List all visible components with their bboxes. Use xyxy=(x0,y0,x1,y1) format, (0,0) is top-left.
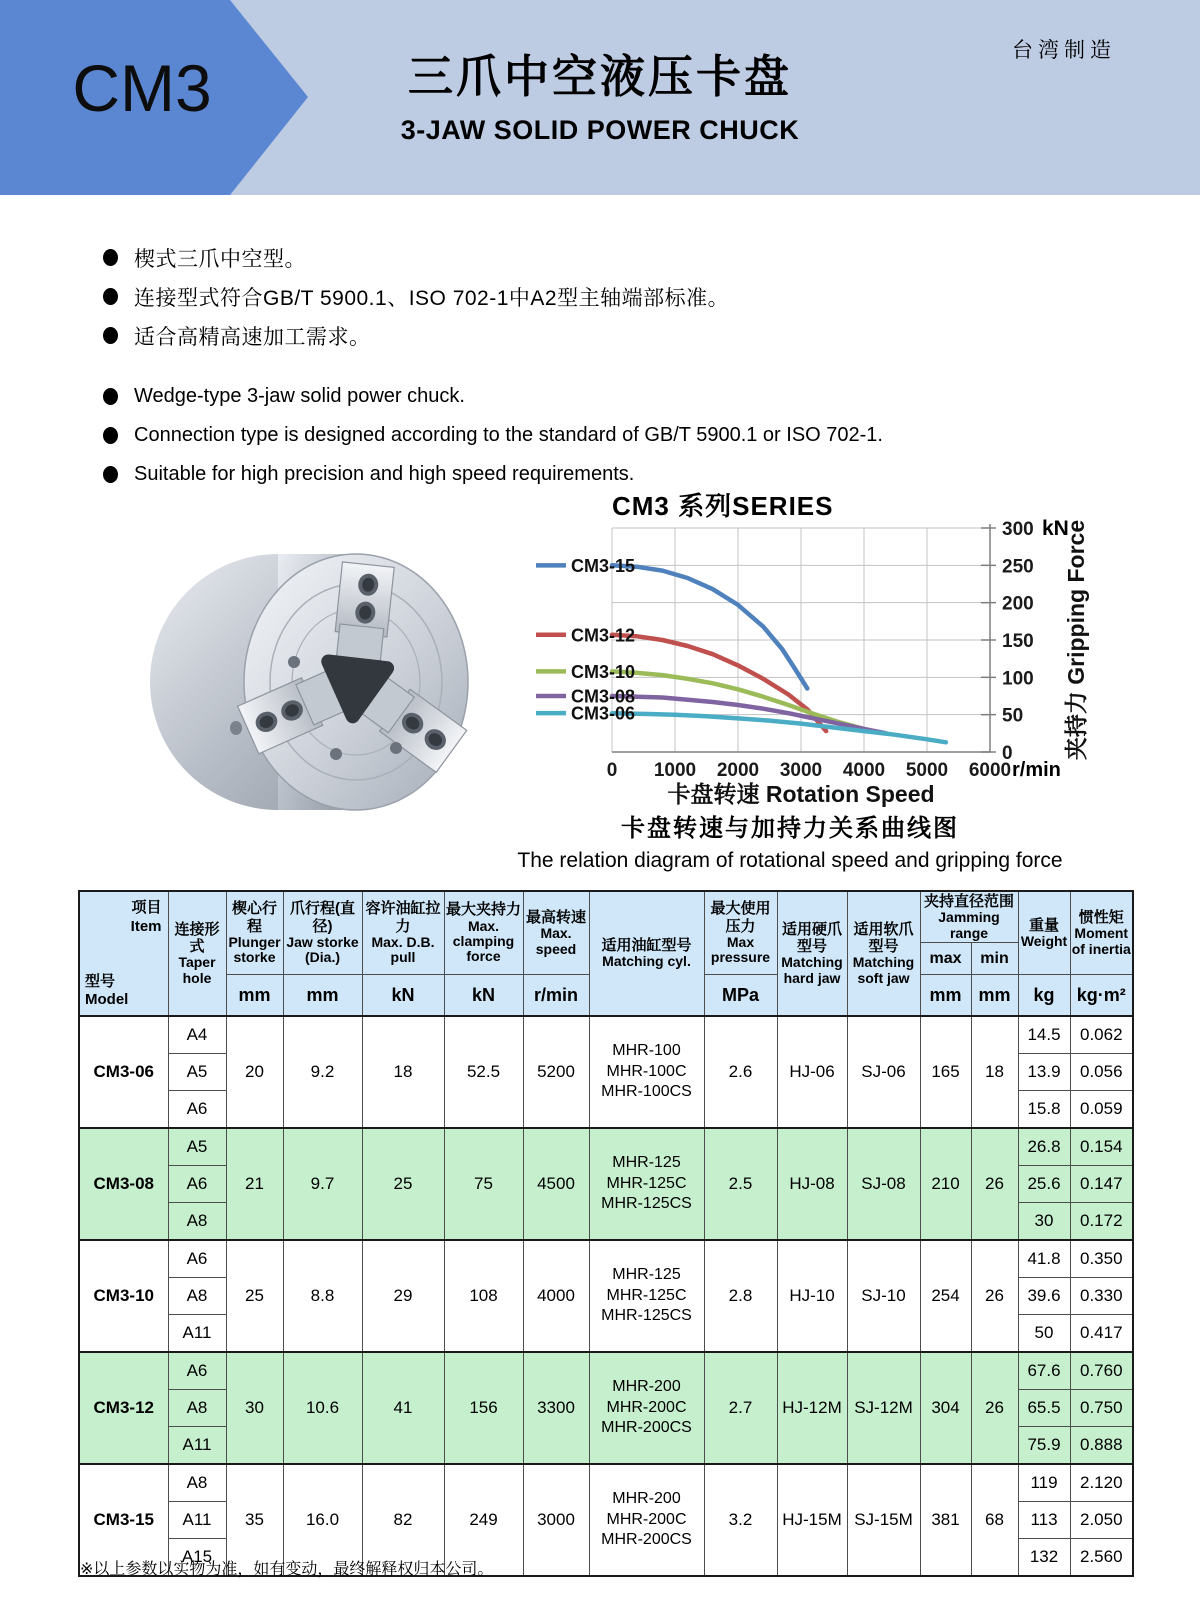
legend-label: CM3-08 xyxy=(571,686,636,707)
taper-cell: A5 xyxy=(168,1128,226,1166)
y-tick-label: 300 xyxy=(1002,519,1034,540)
clamping-cell: 249 xyxy=(444,1464,523,1576)
inertia-cell: 2.560 xyxy=(1070,1539,1133,1577)
db-pull-cell: 29 xyxy=(362,1240,444,1352)
clamping-cell: 75 xyxy=(444,1128,523,1240)
cylinder-cell: MHR-125 MHR-125C MHR-125CS xyxy=(589,1240,704,1352)
x-tick-label: 2000 xyxy=(716,760,760,781)
col-header-taper: 连接形式 Taper hole xyxy=(168,891,226,1016)
series-line-CM3-15 xyxy=(612,565,807,688)
col-header-jaw-stroke: 爪行程(直径) Jaw storke (Dia.) xyxy=(283,891,362,975)
clamping-cell: 52.5 xyxy=(444,1016,523,1128)
unit-cell: kg xyxy=(1018,975,1070,1017)
jam-max-cell: 381 xyxy=(920,1464,971,1576)
cylinder-cell: MHR-200 MHR-200C MHR-200CS xyxy=(589,1352,704,1464)
weight-cell: 132 xyxy=(1018,1539,1070,1577)
plunger-cell: 30 xyxy=(226,1352,283,1464)
plunger-cell: 20 xyxy=(226,1016,283,1128)
x-tick-label: 4000 xyxy=(842,760,886,781)
y-tick-label: 100 xyxy=(1002,668,1034,690)
hard-jaw-cell: HJ-06 xyxy=(777,1016,847,1128)
speed-cell: 4000 xyxy=(523,1240,589,1352)
corner-header-cell xyxy=(79,891,168,1016)
product-photo xyxy=(128,522,528,822)
taper-cell: A15 xyxy=(168,1539,226,1577)
x-tick-label: 0 xyxy=(606,760,618,781)
y-tick-label: 150 xyxy=(1002,631,1034,652)
chart-canvas xyxy=(528,508,1113,808)
col-header-cylinder: 适用油缸型号 Matching cyl. xyxy=(589,891,704,1016)
table-row xyxy=(79,1464,1133,1502)
weight-cell: 13.9 xyxy=(1018,1054,1070,1091)
inertia-cell: 0.330 xyxy=(1070,1278,1133,1315)
col-header-plunger: 楔心行程 Plunger storke xyxy=(226,891,283,975)
jaw-stroke-cell: 9.7 xyxy=(283,1128,362,1240)
model-cell: CM3-08 xyxy=(79,1128,168,1240)
hard-jaw-cell: HJ-15M xyxy=(777,1464,847,1576)
feature-text: 连接型式符合GB/T 5900.1、ISO 702-1中A2型主轴端部标准。 xyxy=(134,286,730,310)
bullet-icon xyxy=(103,427,118,444)
feature-text: Connection type is designed according to the standard of GB/T 5900.1 or ISO 702-1. xyxy=(134,424,883,446)
taper-cell: A6 xyxy=(168,1352,226,1390)
unit-cell: mm xyxy=(971,975,1018,1017)
legend-label: CM3-15 xyxy=(571,555,636,576)
legend-label: CM3-12 xyxy=(571,625,636,646)
inertia-cell: 2.050 xyxy=(1070,1502,1133,1539)
col-header-speed: 最高转速 Max. speed xyxy=(523,891,589,975)
weight-cell: 65.5 xyxy=(1018,1390,1070,1427)
jaw-stroke-cell: 10.6 xyxy=(283,1352,362,1464)
pressure-cell: 2.8 xyxy=(704,1240,777,1352)
plunger-cell: 21 xyxy=(226,1128,283,1240)
unit-cell: mm xyxy=(283,975,362,1017)
made-in-label: 台湾制造 xyxy=(1012,39,1116,62)
y-tick-label: 50 xyxy=(1002,705,1024,727)
jam-max-cell: 165 xyxy=(920,1016,971,1128)
weight-cell: 119 xyxy=(1018,1464,1070,1502)
taper-cell: A8 xyxy=(168,1278,226,1315)
taper-cell: A11 xyxy=(168,1427,226,1465)
jaw-stroke-cell: 16.0 xyxy=(283,1464,362,1576)
unit-cell: kN xyxy=(362,975,444,1017)
taper-cell: A6 xyxy=(168,1240,226,1278)
bullet-icon xyxy=(103,249,118,266)
spacer xyxy=(103,355,1083,377)
subcol-header-min: min xyxy=(971,943,1018,975)
x-tick-label: 6000 xyxy=(968,760,1012,781)
x-axis-title: 卡盘转速 Rotation Speed xyxy=(667,781,935,807)
taper-cell: A11 xyxy=(168,1502,226,1539)
chart-caption-zh: 卡盘转速与加持力关系曲线图 xyxy=(621,815,959,842)
bullet-icon xyxy=(103,288,118,305)
jam-min-cell: 26 xyxy=(971,1128,1018,1240)
col-header-weight: 重量 Weight xyxy=(1018,891,1070,975)
bullet-icon xyxy=(103,388,118,405)
hard-jaw-cell: HJ-10 xyxy=(777,1240,847,1352)
feature-item xyxy=(103,416,1083,455)
corner-item-label: 项目 Item xyxy=(130,899,162,935)
feature-text: Suitable for high precision and high speed requirements. xyxy=(134,463,635,485)
inertia-cell: 0.154 xyxy=(1070,1128,1133,1166)
corner-model-label: 型号 Model xyxy=(85,972,129,1009)
taper-cell: A4 xyxy=(168,1016,226,1054)
pressure-cell: 2.7 xyxy=(704,1352,777,1464)
feature-text: 楔式三爪中空型。 xyxy=(134,247,306,271)
x-unit-label: r/min xyxy=(1012,759,1061,781)
unit-cell: mm xyxy=(226,975,283,1017)
soft-jaw-cell: SJ-15M xyxy=(847,1464,920,1576)
jam-min-cell: 26 xyxy=(971,1240,1018,1352)
col-header-jamming-range: 夹持直径范围 Jamming range xyxy=(920,891,1018,943)
x-tick-label: 1000 xyxy=(653,760,697,781)
col-header-pressure: 最大使用压力 Max pressure xyxy=(704,891,777,975)
table-row xyxy=(79,1128,1133,1166)
subcol-header-max: max xyxy=(920,943,971,975)
cylinder-cell: MHR-125 MHR-125C MHR-125CS xyxy=(589,1128,704,1240)
model-cell: CM3-10 xyxy=(79,1240,168,1352)
db-pull-cell: 41 xyxy=(362,1352,444,1464)
chart-captions xyxy=(440,808,1140,873)
unit-cell: r/min xyxy=(523,975,589,1017)
page-title xyxy=(300,40,900,146)
db-pull-cell: 18 xyxy=(362,1016,444,1128)
db-pull-cell: 82 xyxy=(362,1464,444,1576)
feature-item xyxy=(103,238,1083,277)
inertia-cell: 0.147 xyxy=(1070,1166,1133,1203)
page-title-en: 3-JAW SOLID POWER CHUCK xyxy=(400,115,800,145)
jam-min-cell: 26 xyxy=(971,1352,1018,1464)
unit-cell: MPa xyxy=(704,975,777,1017)
jaw-stroke-cell: 9.2 xyxy=(283,1016,362,1128)
cylinder-cell: MHR-100 MHR-100C MHR-100CS xyxy=(589,1016,704,1128)
speed-cell: 5200 xyxy=(523,1016,589,1128)
legend-label: CM3-06 xyxy=(571,703,636,724)
col-header-soft-jaw: 适用软爪型号 Matching soft jaw xyxy=(847,891,920,1016)
unit-cell: kg·m² xyxy=(1070,975,1133,1017)
weight-cell: 39.6 xyxy=(1018,1278,1070,1315)
weight-cell: 67.6 xyxy=(1018,1352,1070,1390)
y-tick-label: 200 xyxy=(1002,593,1034,615)
jam-max-cell: 254 xyxy=(920,1240,971,1352)
footnote: ※以上参数以实物为准，如有变动，最终解释权归本公司。 xyxy=(80,1561,494,1578)
weight-cell: 25.6 xyxy=(1018,1166,1070,1203)
unit-cell: kN xyxy=(444,975,523,1017)
weight-cell: 15.8 xyxy=(1018,1091,1070,1129)
soft-jaw-cell: SJ-12M xyxy=(847,1352,920,1464)
weight-cell: 30 xyxy=(1018,1203,1070,1241)
inertia-cell: 0.760 xyxy=(1070,1352,1133,1390)
pressure-cell: 2.5 xyxy=(704,1128,777,1240)
pressure-cell: 2.6 xyxy=(704,1016,777,1128)
cylinder-cell: MHR-200 MHR-200C MHR-200CS xyxy=(589,1464,704,1576)
weight-cell: 75.9 xyxy=(1018,1427,1070,1465)
inertia-cell: 0.056 xyxy=(1070,1054,1133,1091)
col-header-db-pull: 容许油缸拉力 Max. D.B. pull xyxy=(362,891,444,975)
col-header-clamping: 最大夹持力 Max. clamping force xyxy=(444,891,523,975)
plunger-cell: 25 xyxy=(226,1240,283,1352)
bullet-icon xyxy=(103,327,118,344)
col-header-hard-jaw: 适用硬爪型号 Matching hard jaw xyxy=(777,891,847,1016)
inertia-cell: 2.120 xyxy=(1070,1464,1133,1502)
series-line-CM3-06 xyxy=(612,713,946,742)
inertia-cell: 0.888 xyxy=(1070,1427,1133,1465)
inertia-cell: 0.750 xyxy=(1070,1390,1133,1427)
hard-jaw-cell: HJ-08 xyxy=(777,1128,847,1240)
y-axis-title: 夹持力 Gripping Force xyxy=(1063,519,1089,761)
jam-max-cell: 210 xyxy=(920,1128,971,1240)
chart-title: CM3 系列SERIES xyxy=(612,491,834,521)
inertia-cell: 0.062 xyxy=(1070,1016,1133,1054)
taper-cell: A8 xyxy=(168,1464,226,1502)
chart-caption-en: The relation diagram of rotational speed and gripping force xyxy=(517,849,1063,872)
feature-item xyxy=(103,377,1083,416)
weight-cell: 50 xyxy=(1018,1315,1070,1353)
pressure-cell: 3.2 xyxy=(704,1464,777,1576)
taper-cell: A5 xyxy=(168,1054,226,1091)
feature-list xyxy=(103,238,1083,494)
hard-jaw-cell: HJ-12M xyxy=(777,1352,847,1464)
taper-cell: A6 xyxy=(168,1166,226,1203)
jam-min-cell: 18 xyxy=(971,1016,1018,1128)
weight-cell: 41.8 xyxy=(1018,1240,1070,1278)
y-unit-label: kN xyxy=(1042,517,1069,540)
bullet-icon xyxy=(103,466,118,483)
speed-cell: 3000 xyxy=(523,1464,589,1576)
jam-min-cell: 68 xyxy=(971,1464,1018,1576)
jaw-stroke-cell: 8.8 xyxy=(283,1240,362,1352)
table-row xyxy=(79,1240,1133,1278)
feature-text: 适合高精高速加工需求。 xyxy=(134,325,371,349)
soft-jaw-cell: SJ-08 xyxy=(847,1128,920,1240)
weight-cell: 26.8 xyxy=(1018,1128,1070,1166)
soft-jaw-cell: SJ-10 xyxy=(847,1240,920,1352)
table-row xyxy=(79,1016,1133,1054)
inertia-cell: 0.350 xyxy=(1070,1240,1133,1278)
unit-cell: mm xyxy=(920,975,971,1017)
feature-item xyxy=(103,316,1083,355)
weight-cell: 14.5 xyxy=(1018,1016,1070,1054)
soft-jaw-cell: SJ-06 xyxy=(847,1016,920,1128)
inertia-cell: 0.417 xyxy=(1070,1315,1133,1353)
table-row xyxy=(79,1352,1133,1390)
inertia-cell: 0.059 xyxy=(1070,1091,1133,1129)
taper-cell: A11 xyxy=(168,1315,226,1353)
x-tick-label: 3000 xyxy=(779,760,823,781)
db-pull-cell: 25 xyxy=(362,1128,444,1240)
inertia-cell: 0.172 xyxy=(1070,1203,1133,1241)
clamping-cell: 108 xyxy=(444,1240,523,1352)
page-title-zh: 三爪中空液压卡盘 xyxy=(407,51,792,102)
speed-cell: 4500 xyxy=(523,1128,589,1240)
col-header-inertia: 惯性矩 Moment of inertia xyxy=(1070,891,1133,975)
weight-cell: 113 xyxy=(1018,1502,1070,1539)
taper-cell: A8 xyxy=(168,1203,226,1241)
taper-cell: A8 xyxy=(168,1390,226,1427)
model-cell: CM3-12 xyxy=(79,1352,168,1464)
legend-label: CM3-10 xyxy=(571,661,636,682)
product-model-code: CM3 xyxy=(72,51,212,125)
x-tick-label: 5000 xyxy=(905,760,949,781)
feature-text: Wedge-type 3-jaw solid power chuck. xyxy=(134,385,465,407)
gripping-force-chart xyxy=(528,486,1128,806)
y-tick-label: 0 xyxy=(1002,743,1013,764)
clamping-cell: 156 xyxy=(444,1352,523,1464)
plunger-cell: 35 xyxy=(226,1464,283,1576)
jam-max-cell: 304 xyxy=(920,1352,971,1464)
feature-item xyxy=(103,277,1083,316)
model-cell: CM3-06 xyxy=(79,1016,168,1128)
spec-table xyxy=(78,890,1134,1577)
taper-cell: A6 xyxy=(168,1091,226,1129)
speed-cell: 3300 xyxy=(523,1352,589,1464)
model-cell: CM3-15 xyxy=(79,1464,168,1576)
header-banner xyxy=(0,0,1200,195)
y-tick-label: 250 xyxy=(1002,556,1034,578)
